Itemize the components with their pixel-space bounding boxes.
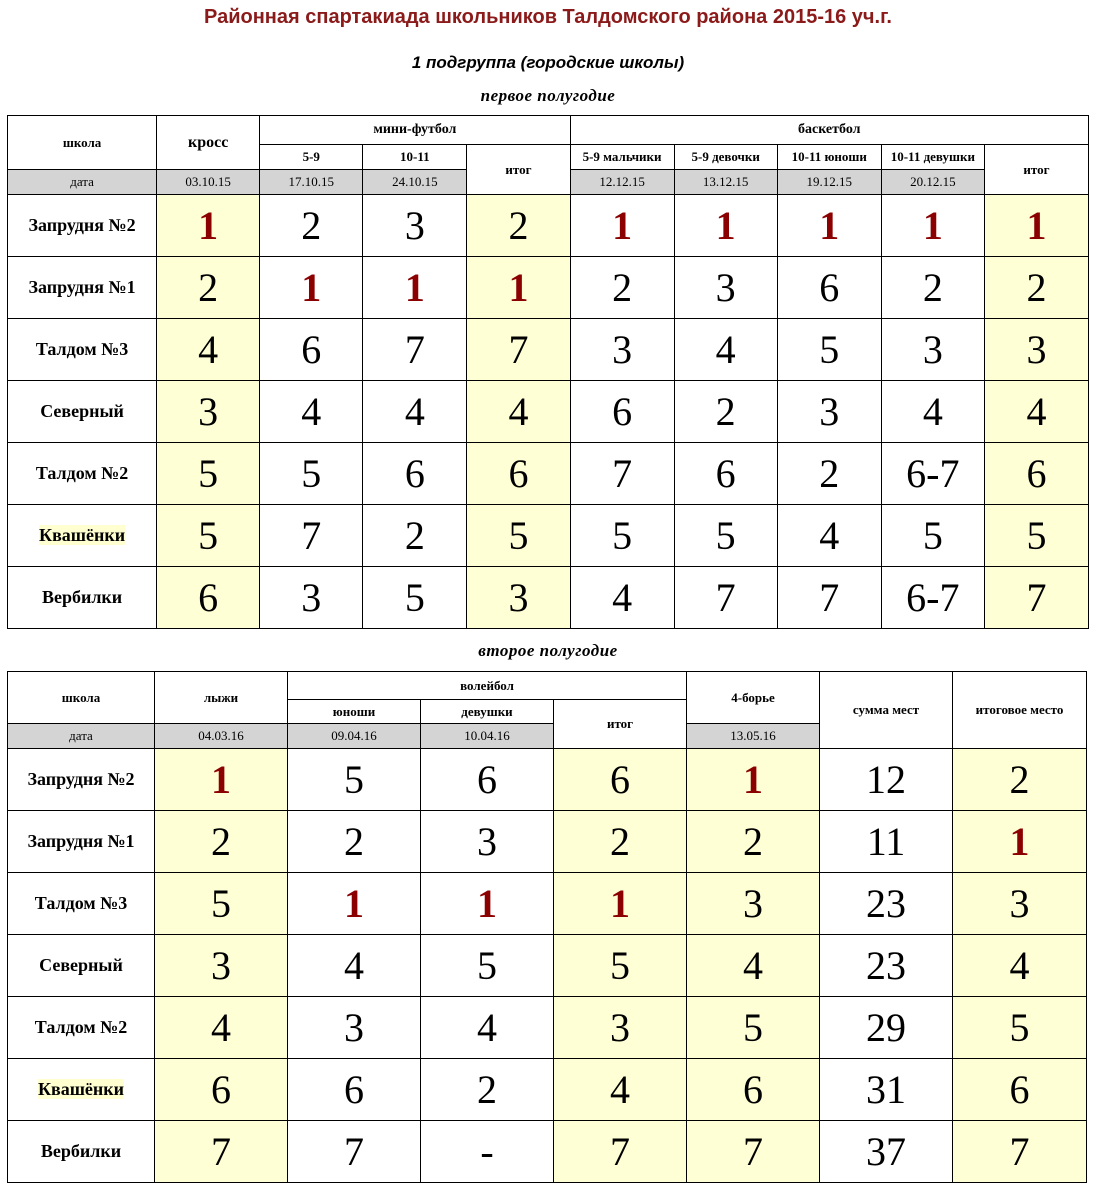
result-cell: 7 (984, 567, 1088, 629)
result-cell: 3 (554, 997, 687, 1059)
school-name (8, 195, 157, 257)
second-half-table (7, 671, 1087, 1183)
header-minifootball: мини-футбол (260, 116, 570, 145)
table-row (8, 195, 1089, 257)
date-mf59: 17.10.15 (260, 170, 363, 195)
school-name-label: Талдом №2 (35, 463, 129, 483)
header-bb-59g: 5-9 девочки (674, 145, 777, 170)
result-cell: 6 (288, 1059, 421, 1121)
school-name-label: Запрудня №1 (27, 831, 135, 851)
date-bb59b: 12.12.15 (570, 170, 674, 195)
result-cell: 4 (157, 319, 260, 381)
school-name-label: Квашёнки (37, 1079, 125, 1099)
result-cell: 7 (363, 319, 467, 381)
result-cell: 6 (984, 443, 1088, 505)
result-cell: 4 (288, 935, 421, 997)
result-cell: 4 (777, 505, 881, 567)
result-cell: 6 (260, 319, 363, 381)
result-cell: 6 (777, 257, 881, 319)
result-cell: 5 (155, 873, 288, 935)
result-cell: 3 (157, 381, 260, 443)
result-cell: 2 (421, 1059, 554, 1121)
result-cell: 4 (984, 381, 1088, 443)
result-cell: 1 (467, 257, 570, 319)
first-half-table (7, 115, 1089, 629)
result-cell: 1 (687, 749, 820, 811)
school-name (8, 873, 155, 935)
result-cell: 2 (674, 381, 777, 443)
result-cell: 3 (953, 873, 1087, 935)
school-name-label: Талдом №3 (34, 893, 128, 913)
result-cell: 4 (260, 381, 363, 443)
date-bb59g: 13.12.15 (674, 170, 777, 195)
table-row (8, 567, 1089, 629)
header-school-2: школа (8, 672, 155, 724)
result-cell: 2 (288, 811, 421, 873)
result-cell: 31 (820, 1059, 953, 1121)
result-cell: 4 (674, 319, 777, 381)
result-cell: 7 (570, 443, 674, 505)
result-cell: 5 (687, 997, 820, 1059)
result-cell: 11 (820, 811, 953, 873)
result-cell: 4 (363, 381, 467, 443)
result-cell: 2 (570, 257, 674, 319)
school-name-label: Вербилки (40, 1141, 122, 1161)
table-row (8, 381, 1089, 443)
result-cell: 7 (155, 1121, 288, 1183)
result-cell: 5 (157, 443, 260, 505)
header-volleyball: волейбол (288, 672, 687, 700)
result-cell: 3 (687, 873, 820, 935)
table-row (8, 811, 1087, 873)
date-allround: 13.05.16 (687, 724, 820, 749)
result-cell: 1 (363, 257, 467, 319)
school-name-label: Вербилки (41, 587, 123, 607)
result-cell: 5 (953, 997, 1087, 1059)
result-cell: 1 (554, 873, 687, 935)
result-cell: 37 (820, 1121, 953, 1183)
date-label: дата (8, 170, 157, 195)
result-cell: 1 (155, 749, 288, 811)
result-cell: 3 (984, 319, 1088, 381)
result-cell: 2 (881, 257, 984, 319)
table-row (8, 873, 1087, 935)
result-cell: 1 (881, 195, 984, 257)
result-cell: 5 (674, 505, 777, 567)
header-ski: лыжи (155, 672, 288, 724)
result-cell: 5 (467, 505, 570, 567)
school-name-label: Талдом №3 (35, 339, 129, 359)
table-row (8, 749, 1087, 811)
result-cell: 3 (674, 257, 777, 319)
header-mf-1011: 10-11 (363, 145, 467, 170)
school-name (8, 811, 155, 873)
result-cell: 6 (157, 567, 260, 629)
header-vb-itog: итог (554, 700, 687, 749)
header-basketball: баскетбол (570, 116, 1088, 145)
second-half-label: второе полугодие (478, 641, 618, 660)
result-cell: 3 (288, 997, 421, 1059)
school-name (8, 749, 155, 811)
date-bb1011b: 19.12.15 (777, 170, 881, 195)
school-name-label: Запрудня №2 (28, 215, 136, 235)
result-cell: 2 (687, 811, 820, 873)
result-cell: 7 (777, 567, 881, 629)
result-cell: 5 (881, 505, 984, 567)
result-cell: 3 (260, 567, 363, 629)
date-cross: 03.10.15 (157, 170, 260, 195)
result-cell: 1 (984, 195, 1088, 257)
result-cell: 2 (157, 257, 260, 319)
result-cell: 3 (570, 319, 674, 381)
result-cell: 6-7 (881, 443, 984, 505)
header-mf-itog: итог (467, 145, 570, 195)
date-ski: 04.03.16 (155, 724, 288, 749)
school-name (8, 257, 157, 319)
result-cell: 6 (554, 749, 687, 811)
school-name (8, 935, 155, 997)
table-row (8, 443, 1089, 505)
date-mf1011: 24.10.15 (363, 170, 467, 195)
result-cell: 2 (467, 195, 570, 257)
result-cell: 7 (687, 1121, 820, 1183)
result-cell: 2 (554, 811, 687, 873)
result-cell: 5 (554, 935, 687, 997)
header-school: школа (8, 116, 157, 170)
page-title: Районная спартакиада школьников Талдомского района 2015-16 уч.г. (204, 6, 892, 28)
header-vb-g: девушки (421, 700, 554, 724)
school-name (8, 381, 157, 443)
result-cell: 6 (687, 1059, 820, 1121)
table-row (8, 997, 1087, 1059)
page-subtitle: 1 подгруппа (городские школы) (411, 53, 685, 72)
result-cell: 5 (363, 567, 467, 629)
result-cell: 6 (421, 749, 554, 811)
result-cell: 7 (953, 1121, 1087, 1183)
result-cell: 6 (570, 381, 674, 443)
result-cell: 2 (155, 811, 288, 873)
result-cell: 1 (953, 811, 1087, 873)
date-vbb: 09.04.16 (288, 724, 421, 749)
result-cell: 5 (777, 319, 881, 381)
result-cell: 7 (260, 505, 363, 567)
result-cell: 3 (421, 811, 554, 873)
header-bb-1011b: 10-11 юноши (777, 145, 881, 170)
header-bb-1011g: 10-11 девушки (881, 145, 984, 170)
header-final: итоговое место (953, 672, 1087, 749)
result-cell: 3 (881, 319, 984, 381)
school-name-label: Запрудня №1 (28, 277, 136, 297)
date-bb1011g: 20.12.15 (881, 170, 984, 195)
result-cell: 6 (953, 1059, 1087, 1121)
school-name-label: Северный (40, 401, 124, 421)
result-cell: 6 (363, 443, 467, 505)
table-row (8, 257, 1089, 319)
result-cell: 23 (820, 935, 953, 997)
header-allround: 4-борье (687, 672, 820, 724)
result-cell: 6-7 (881, 567, 984, 629)
result-cell: - (421, 1121, 554, 1183)
result-cell: 1 (777, 195, 881, 257)
school-name (8, 1059, 155, 1121)
header-bb-itog: итог (984, 145, 1088, 195)
result-cell: 4 (687, 935, 820, 997)
school-name-label: Северный (39, 955, 123, 975)
header-mf-59: 5-9 (260, 145, 363, 170)
result-cell: 3 (777, 381, 881, 443)
result-cell: 7 (554, 1121, 687, 1183)
result-cell: 7 (288, 1121, 421, 1183)
school-name (8, 997, 155, 1059)
header-sum: сумма мест (820, 672, 953, 749)
result-cell: 4 (421, 997, 554, 1059)
school-name (8, 319, 157, 381)
result-cell: 5 (984, 505, 1088, 567)
result-cell: 6 (467, 443, 570, 505)
table-row (8, 319, 1089, 381)
result-cell: 2 (953, 749, 1087, 811)
result-cell: 4 (155, 997, 288, 1059)
first-half-rows (8, 195, 1089, 629)
table-row (8, 505, 1089, 567)
result-cell: 4 (881, 381, 984, 443)
result-cell: 23 (820, 873, 953, 935)
result-cell: 2 (260, 195, 363, 257)
result-cell: 1 (260, 257, 363, 319)
header-vb-b: юноши (288, 700, 421, 724)
result-cell: 12 (820, 749, 953, 811)
result-cell: 4 (570, 567, 674, 629)
result-cell: 5 (288, 749, 421, 811)
result-cell: 7 (467, 319, 570, 381)
result-cell: 6 (674, 443, 777, 505)
date-vbg: 10.04.16 (421, 724, 554, 749)
school-name-label: Квашёнки (39, 525, 126, 545)
result-cell: 5 (260, 443, 363, 505)
second-half-rows (8, 749, 1087, 1183)
school-name-label: Талдом №2 (34, 1017, 128, 1037)
result-cell: 1 (157, 195, 260, 257)
result-cell: 3 (155, 935, 288, 997)
result-cell: 4 (554, 1059, 687, 1121)
result-cell: 1 (288, 873, 421, 935)
result-cell: 2 (984, 257, 1088, 319)
table-row (8, 1121, 1087, 1183)
result-cell: 1 (570, 195, 674, 257)
result-cell: 5 (421, 935, 554, 997)
header-bb-59b: 5-9 мальчики (570, 145, 674, 170)
result-cell: 7 (674, 567, 777, 629)
first-half-label: первое полугодие (480, 86, 616, 105)
result-cell: 2 (777, 443, 881, 505)
table-row (8, 1059, 1087, 1121)
header-cross: кросс (157, 116, 260, 170)
school-name (8, 505, 157, 567)
result-cell: 3 (467, 567, 570, 629)
result-cell: 2 (363, 505, 467, 567)
school-name (8, 443, 157, 505)
result-cell: 5 (570, 505, 674, 567)
result-cell: 4 (953, 935, 1087, 997)
school-name-label: Запрудня №2 (27, 769, 135, 789)
result-cell: 3 (363, 195, 467, 257)
result-cell: 5 (157, 505, 260, 567)
school-name (8, 567, 157, 629)
result-cell: 6 (155, 1059, 288, 1121)
date-label-2: дата (8, 724, 155, 749)
table-row (8, 935, 1087, 997)
school-name (8, 1121, 155, 1183)
result-cell: 4 (467, 381, 570, 443)
result-cell: 29 (820, 997, 953, 1059)
result-cell: 1 (674, 195, 777, 257)
result-cell: 1 (421, 873, 554, 935)
